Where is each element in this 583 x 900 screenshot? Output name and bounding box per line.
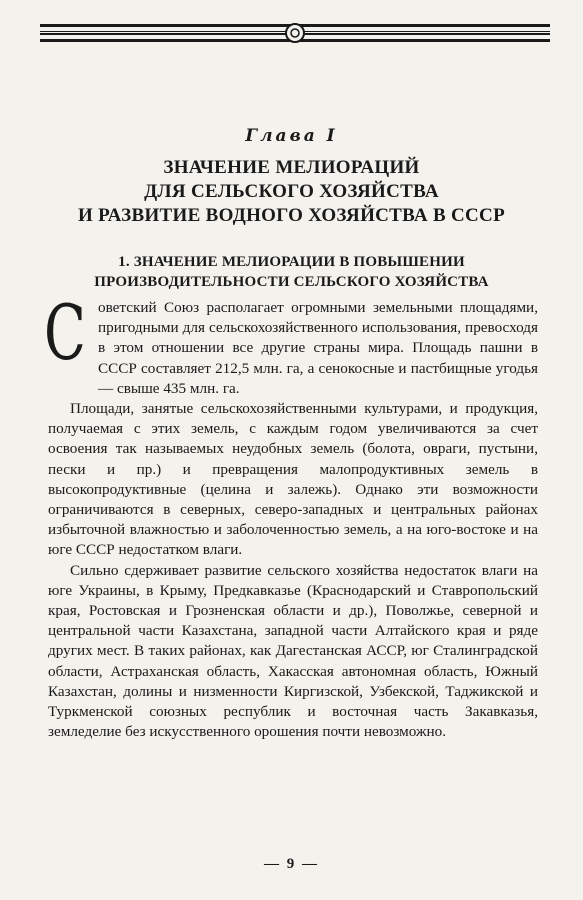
paragraph-2: Площади, занятые сельскохозяйственными культурами, и продукция, получаемая с этих земель, с каждым годом увеличиваются за счет освоения так называемых неудобных земель (болота, овраги, пустыни, пески и пр.) и превращения малопродуктивных земель в высокопродуктивные (целина и залежь). Однако эти возможности ограничиваются в северных, северо-западных и центральных районах избыточной влажностью и заболоченностью земель, а на юго-востоке и на юге СССР недостатком влаги.: [48, 400, 538, 559]
paragraph-1-text: оветский Союз располагает огромными земельными площадями, пригодными для сельскохозяйственного использования, превосходя в этом отношении все другие страны мира. Площадь пашни в СССР составляет 212,5 млн. га, а сенокосные и пастбищные угодья — свыше 435 млн. га.: [98, 299, 538, 397]
ornamental-header-border: [40, 22, 550, 44]
paragraph-1: [44, 288, 538, 399]
section-heading-line-1: 1. ЗНАЧЕНИЕ МЕЛИОРАЦИИ В ПОВЫШЕНИИ: [118, 254, 465, 270]
drop-cap: С: [44, 288, 86, 377]
paragraph-3: Сильно сдерживает развитие сельского хозяйства недостаток влаги на юге Украины, в Крыму, Предкавказье (Краснодарский и Ставропольский края, Ростовская и Грозненская области и др.), Поволжье, северной и центральной части Казахстана, западной части Алтайского края и ряде других мест. В таких районах, как Дагестанская АССР, юг Сталинградской области, Астраханская область, Хакасская автономная область, Южный Казахстан, долины и низменности Киргизской, Узбекской, Таджикской и Туркменской союзных республик и восточная часть Закавказья, земледелие без искусственного орошения почти невозможно.: [48, 561, 538, 741]
page-number: — 9 —: [264, 856, 319, 872]
chapter-label: Глава I: [245, 126, 338, 146]
section-heading-line-2: ПРОИЗВОДИТЕЛЬНОСТИ СЕЛЬСКОГО ХОЗЯЙСТВА: [94, 274, 489, 290]
chapter-title-line-2: ДЛЯ СЕЛЬСКОГО ХОЗЯЙСТВА: [144, 181, 439, 202]
chapter-title-line-1: ЗНАЧЕНИЕ МЕЛИОРАЦИЙ: [163, 157, 420, 178]
chapter-title-line-3: И РАЗВИТИЕ ВОДНОГО ХОЗЯЙСТВА В СССР: [78, 205, 505, 226]
body-text: [44, 288, 538, 742]
